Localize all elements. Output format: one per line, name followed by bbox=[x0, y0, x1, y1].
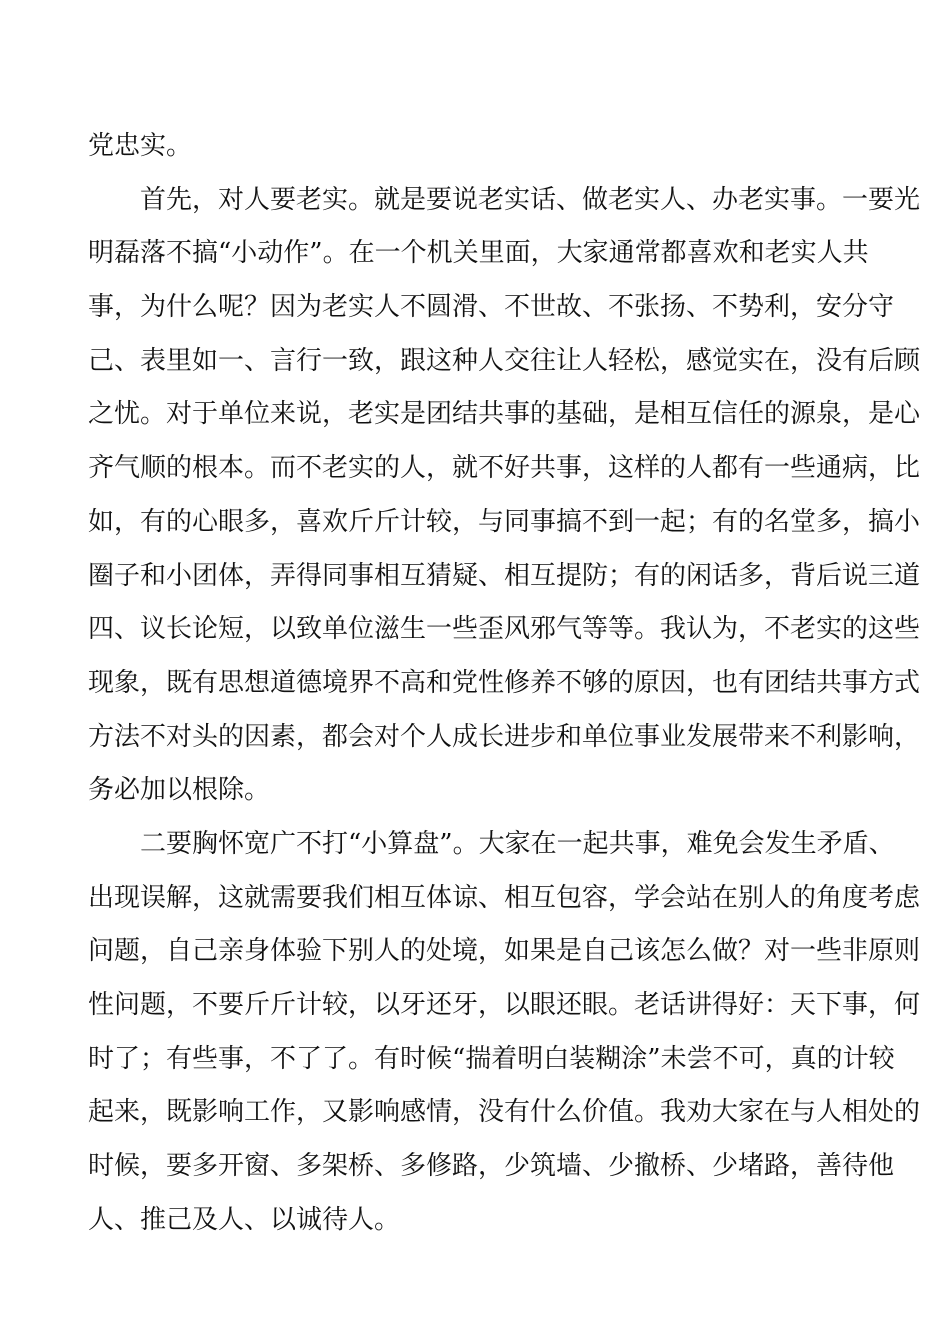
text-line: 齐气顺的根本。而不老实的人，就不好共事，这样的人都有一些通病，比 bbox=[88, 453, 921, 484]
text-line: 明磊落不搞“小动作”。在一个机关里面，大家通常都喜欢和老实人共 bbox=[88, 238, 869, 269]
document-page bbox=[88, 120, 921, 1247]
paragraph bbox=[88, 818, 921, 1248]
text-line: 出现误解，这就需要我们相互体谅、相互包容，学会站在别人的角度考虑 bbox=[88, 882, 921, 913]
text-line: 如，有的心眼多，喜欢斤斤计较，与同事搞不到一起；有的名堂多，搞小 bbox=[88, 506, 921, 537]
text-line: 现象，既有思想道德境界不高和党性修养不够的原因，也有团结共事方式 bbox=[88, 667, 921, 698]
text-line: 务必加以根除。 bbox=[88, 775, 271, 806]
text-line: 起来，既影响工作，又影响感情，没有什么价值。我劝大家在与人相处的 bbox=[88, 1097, 921, 1128]
text-line: 方法不对头的因素，都会对个人成长进步和单位事业发展带来不利影响， bbox=[88, 721, 921, 752]
text-line: 二要胸怀宽广不打“小算盘”。大家在一起共事，难免会发生矛盾、 bbox=[140, 828, 895, 859]
paragraph bbox=[88, 174, 921, 818]
text-line: 时了；有些事，不了了。有时候“揣着明白装糊涂”未尝不可，真的计较 bbox=[88, 1043, 895, 1074]
text-line: 己、表里如一、言行一致，跟这种人交往让人轻松，感觉实在，没有后顾 bbox=[88, 345, 921, 376]
text-line: 圈子和小团体，弄得同事相互猜疑、相互提防；有的闲话多，背后说三道 bbox=[88, 560, 921, 591]
text-line: 四、议长论短，以致单位滋生一些歪风邪气等等。我认为，不老实的这些 bbox=[88, 614, 921, 645]
text-line: 事，为什么呢？因为老实人不圆滑、不世故、不张扬、不势利，安分守 bbox=[88, 292, 895, 323]
text-line: 之忧。对于单位来说，老实是团结共事的基础，是相互信任的源泉，是心 bbox=[88, 399, 921, 430]
text-line: 人、推己及人、以诚待人。 bbox=[88, 1204, 401, 1235]
text-line: 党忠实。 bbox=[88, 131, 193, 161]
paragraph bbox=[88, 120, 862, 174]
text-line: 问题，自己亲身体验下别人的处境，如果是自己该怎么做？对一些非原则 bbox=[88, 936, 921, 967]
text-line: 首先，对人要老实。就是要说老实话、做老实人、办老实事。一要光 bbox=[140, 184, 921, 215]
text-line: 时候，要多开窗、多架桥、多修路，少筑墙、少撤桥、少堵路，善待他 bbox=[88, 1151, 895, 1182]
text-line: 性问题，不要斤斤计较，以牙还牙，以眼还眼。老话讲得好：天下事，何 bbox=[88, 990, 921, 1020]
